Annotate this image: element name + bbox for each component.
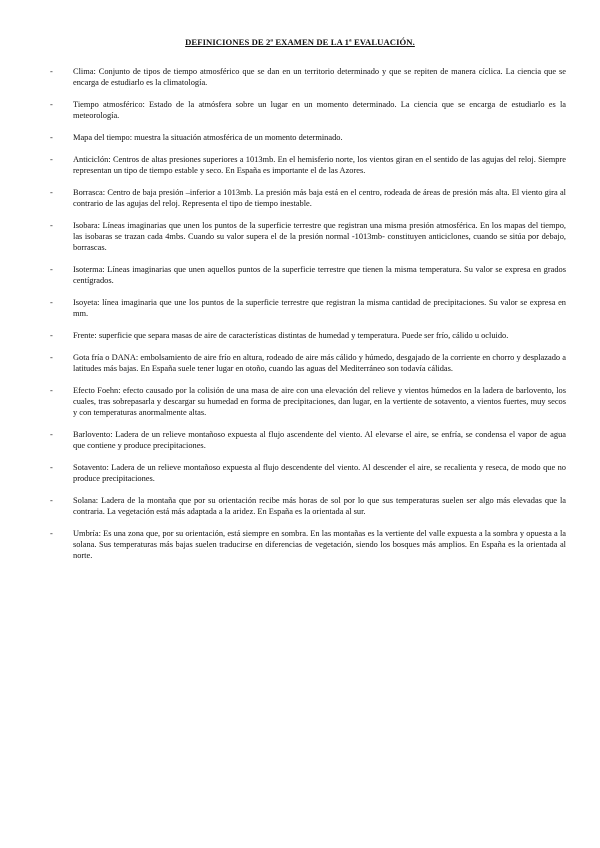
definition-text: Sotavento: Ladera de un relieve montañoso expuesta al flujo descendente del viento. Al descender el aire, se recalienta y reseca, de modo que no produce precipitaciones. (73, 463, 566, 484)
bullet-dash: - (50, 100, 53, 109)
definition-isoterma (50, 264, 566, 286)
definition-frente (50, 330, 566, 341)
definition-text: Solana: Ladera de la montaña que por su orientación recibe más horas de sol por lo que sus temperaturas suelen ser algo más elevadas que la contraria. La vegetación está más adaptada a la aridez. En España es la orientada al sur. (73, 496, 566, 517)
definition-gota-fria (50, 352, 566, 374)
definition-text: Barlovento: Ladera de un relieve montañoso expuesta al flujo ascendente del viento. Al elevarse el aire, se enfría, se condensa el vapor de agua que contiene y produce precipitaciones. (73, 430, 566, 451)
bullet-dash: - (50, 352, 53, 362)
definition-isoyeta (50, 297, 566, 319)
bullet-dash: - (50, 430, 53, 439)
bullet-dash: - (50, 67, 53, 76)
definition-tiempo-atmosferico (50, 99, 566, 121)
definition-text: Borrasca: Centro de baja presión –inferior a 1013mb. La presión más baja está en el centro, rodeada de áreas de presión más alta. El viento gira al contrario de las agujas del reloj. Representa el tipo de tiempo inestable. (73, 187, 566, 208)
definition-barlovento (50, 429, 566, 451)
definition-efecto-foehn (50, 385, 566, 419)
bullet-dash: - (50, 133, 53, 142)
definition-text: Isoyeta: línea imaginaria que une los puntos de la superficie terrestre que registran la misma cantidad de precipitaciones. Su valor se expresa en mm. (73, 298, 566, 319)
bullet-dash: - (50, 187, 53, 197)
definition-clima (50, 66, 566, 88)
bullet-dash: - (50, 463, 53, 472)
document-title: DEFINICIONES DE 2ª EXAMEN DE LA 1ª EVALUACIÓN. (185, 37, 415, 47)
bullet-dash: - (50, 154, 53, 164)
definition-text: Umbría: Es una zona que, por su orientación, está siempre en sombra. En las montañas es la vertiente del valle expuesta a la sombra y opuesta a la solana. Sus temperaturas más bajas suelen traducirse en diferencias de vegetación, siendo los bosques más amplios. En España es la orientada al norte. (73, 529, 566, 561)
bullet-dash: - (50, 496, 53, 505)
definition-text: Frente: superficie que separa masas de aire de características distintas de humedad y temperatura. Puede ser frío, cálido u ocluido. (73, 331, 509, 340)
bullet-dash: - (50, 220, 53, 230)
definition-solana (50, 495, 566, 517)
definition-borrasca (50, 187, 566, 209)
definition-text: Mapa del tiempo: muestra la situación atmosférica de un momento determinado. (73, 133, 343, 142)
definition-text: Gota fría o DANA: embolsamiento de aire frío en altura, rodeado de aire más cálido y húmedo, desgajado de la corriente en chorro y desplazado a latitudes más bajas. En España suele tener lugar en otoño, cuando las aguas del Mediterráneo son todavía cálidas. (73, 352, 566, 373)
definition-anticiclon (50, 154, 566, 176)
bullet-dash: - (50, 265, 53, 274)
definition-text: Tiempo atmosférico: Estado de la atmósfera sobre un lugar en un momento determinado. La ciencia que se encarga de estudiarlo es la meteorología. (73, 100, 566, 121)
definition-text: Isobara: Líneas imaginarias que unen los puntos de la superficie terrestre que registran una misma presión atmosférica. En los mapas del tiempo, las isobaras se trazan cada 4mbs. Cuando su valor supera el de la presión normal -1013mb- constituyen anticiclones, cuando se sitúa por debajo, borrascas. (73, 220, 566, 253)
definition-isobara (50, 220, 566, 254)
definition-text: Anticiclón: Centros de altas presiones superiores a 1013mb. En el hemisferio norte, los vientos giran en el sentido de las agujas del reloj. Siempre representan un tipo de tiempo estable y seco. En España es importante el de las Azores. (73, 154, 566, 175)
definition-sotavento (50, 462, 566, 484)
definition-text: Clima: Conjunto de tipos de tiempo atmosférico que se dan en un territorio determinado y que se repiten de manera cíclica. La ciencia que se encarga de estudiarlo es la climatología. (73, 67, 566, 88)
bullet-dash: - (50, 385, 53, 395)
bullet-dash: - (50, 298, 53, 307)
bullet-dash: - (50, 331, 53, 340)
definition-text: Isoterma: Líneas imaginarias que unen aquellos puntos de la superficie terrestre que tienen la misma temperatura. Su valor se expresa en grados centígrados. (73, 265, 566, 286)
definition-mapa-del-tiempo (50, 132, 566, 143)
definitions-list (50, 66, 566, 572)
bullet-dash: - (50, 529, 53, 538)
definition-text: Efecto Foehn: efecto causado por la colisión de una masa de aire con una elevación del relieve y vientos húmedos en la ladera de barlovento, los cuales, tras sobrepasarla y descargar su humedad en forma de precipitaciones, dan lugar, en la vertiente de sotavento, a vientos fuertes, muy secos y con temperaturas anormalmente altas. (73, 385, 566, 418)
definition-umbria (50, 528, 566, 562)
